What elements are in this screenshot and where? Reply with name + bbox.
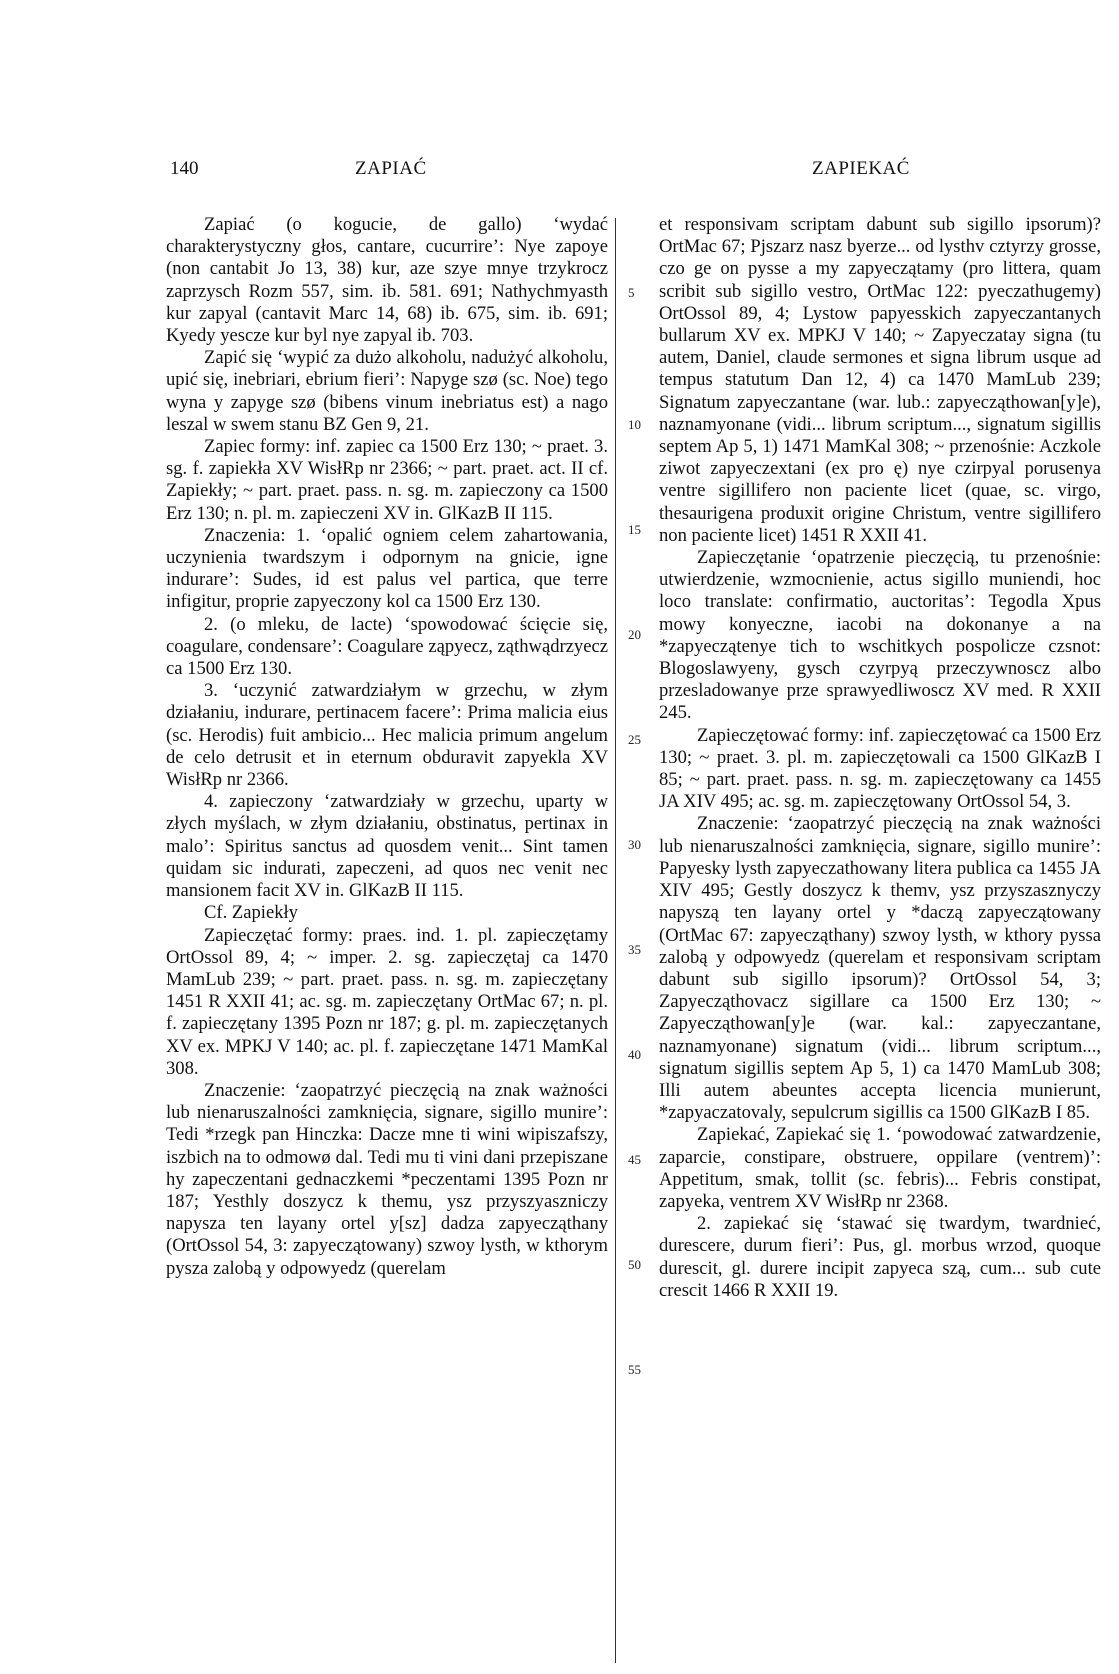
line-number: 35	[628, 942, 641, 957]
entry-cross-reference: Cf. Zapiekły	[204, 902, 298, 924]
entry-zapieczetac-continued: et responsivam scriptam dabunt sub sigillo ipsorum)? OrtMac 67; Pjszarz nasz byerze... od lysthv cztyrzy grosse, czo ge on pysse a my zapyeczątamy (pro littera, quam scribit sub sigillo vestro, OrtMac 122: pyeczathugemy) OrtOssol 89, 4; Lystow papyesskich zapyeczantanych bullarum XV ex. MPKJ V 140; ~ Zapyeczatay signa (tu autem, Daniel, claude sermones et signa librum usque ad tempus statutum Dan 12, 4) ca 1470 MamLub 239; Signatum zapyeczantane (war. lub.: zapyecząthowan[y]e), naznamyonane (vidi... librum scriptum..., signatum sigillis septem Ap 5, 1) 1471 MamKal 308; ~ przenośnie: Aczkole ziwot zapyeczextani (ex pro ę) nye czirpyal porusenya ventre sigillifero non paciente licet (quae, sc. virgo, thesaurigena produxit origine Christum, ventre sigillifero non paciente licet) 1451 R XXII 41.	[659, 214, 1101, 546]
page-header	[0, 158, 1119, 184]
entry-zapieczetowac-meaning: Znaczenie: ʻzaopatrzyć pieczęcią na znak ważności lub nienaruszalności zamknięcia, signare, sigillo munireʼ: Papyesky lysth zapyeczathowany litera publica ca 1455 JA XIV 495; Gestly doszycz k themv, ysz przyszasznyczy napyszą ten layany ortel y *daczą zapyeczątowany (OrtMac 67: zapyecząthany) szwoy lysth, w kthory pyssa zalobą y odpowyedz (querelam et responsivam scriptam dabunt sub sigillo ipsorum)? OrtOssol 54, 3; Zapyecząthovacz sigillare ca 1500 Erz 130; ~ Zapyecząthowan[y]e (war. kal.: zapyeczantane, naznamyonane) signatum (vidi... librum scriptum..., signatum sigillis septem Ap 5, 1) ca 1470 MamLub 308; Illi autem abeuntes accepta licencia munierunt, *zapyaczatovaly, sepulcrum sigillis ca 1500 GlKazB I 85.	[659, 813, 1101, 1124]
entry-zapiec-meaning-2: 2. (o mleku, de lacte) ʻspowodować ścięcie się, coagulare, condensareʼ: Coagulare ząpyecz, ząthwądrzyecz ca 1500 Erz 130.	[166, 613, 608, 680]
entry-zapic-sie: Zapić się ʻwypić za dużo alkoholu, nadużyć alkoholu, upić się, inebriari, ebrium fieriʼ: Napyge szø (sc. Noe) tego wyna y zapyge szø (bibens vinum inebriatus est) a nago leszal w swem stanu BZ Gen 9, 21.	[166, 347, 608, 435]
entry-zapieczetanie: Zapieczętanie ʻopatrzenie pieczęcią, tu przenośnie: utwierdzenie, wzmocnienie, actus sigillo muniendi, hoc loco translate: confirmatio, auctoritasʼ: Tegodla Xpus mowy konyeczne, iacobi na dokonanye a na *zapyeczątenye tich to wschitkych pospolicze czsnot: Blogoslawyeny, gysch czyrpyą przeczywnoscz albo przesladowanye prze sprawyedliwoscz XV med. R XXII 245.	[659, 547, 1101, 724]
page-number: 140	[170, 158, 199, 179]
line-number: 5	[628, 285, 635, 300]
entry-zapieczetac-meaning: Znaczenie: ʻzaopatrzyć pieczęcią na znak ważności lub nienaruszalności zamknięcia, signare, sigillo munireʼ: Tedi *rzegk pan Hinczka: Dacze mne ti wini wipiszafszy, iszbich na to odmowø dal. Tedi mu ti vini dani przepiszane hy zapeczentani gednaczkemi *peczentami 1395 Pozn nr 187; Yesthly doszycz k themu, ysz przyszyaszniczy napysza ten layany ortel y[sz] dadza zapyecząthany (OrtOssol 54, 3: zapyeczątowany) szwoy lysth, w kthorym pysza zalobą y odpowyedz (querelam	[166, 1079, 608, 1279]
line-number: 30	[628, 837, 641, 852]
entry-zapieczetac-forms: Zapieczętać formy: praes. ind. 1. pl. zapieczętamy OrtOssol 89, 4; ~ imper. 2. sg. zapieczętaj ca 1470 MamLub 239; ~ part. praet. pass. n. sg. m. zapieczętany 1451 R XXII 41; ac. sg. m. zapieczętany OrtMac 67; n. pl. f. zapieczętany 1395 Pozn nr 187; g. pl. m. zapieczętanych XV ex. MPKJ V 140; ac. pl. f. zapieczętane 1471 MamKal 308.	[166, 924, 608, 1079]
line-number: 15	[628, 522, 641, 537]
right-column	[659, 214, 1101, 1302]
entry-zapieczetowac-forms: Zapieczętować formy: inf. zapieczętować ca 1500 Erz 130; ~ praet. 3. pl. m. zapieczętowali ca 1500 GlKazB I 85; ~ part. praet. pass. n. sg. m. zapieczętowany ca 1455 JA XIV 495; ac. sg. m. zapieczętowany OrtOssol 54, 3.	[659, 724, 1101, 813]
entry-zapiec-meaning-4: 4. zapieczony ʻzatwardziały w grzechu, uparty w złych myślach, w złym działaniu, obstinatus, pertinax in maloʼ: Spiritus sanctus ad quosdem venit... Sint tamen quidam sic indurati, zapeczeni, ad quos nec venit nec mansionem facit XV in. GlKazB II 115.	[166, 791, 608, 902]
line-number: 10	[628, 417, 641, 432]
line-number: 55	[628, 1362, 641, 1377]
line-number: 45	[628, 1152, 641, 1167]
entry-zapiec-meaning-1: Znaczenia: 1. ʻopalić ogniem celem zahartowania, uczynienia twardszym i odpornym na gnicie, igne indurareʼ: Sudes, id est palus vel partica, que terre infigitur, proprie zapyeczony kol ca 1500 Erz 130.	[166, 524, 608, 613]
entry-zapiec-forms: Zapiec formy: inf. zapiec ca 1500 Erz 130; ~ praet. 3. sg. f. zapiekła XV WisłRp nr 2366; ~ part. praet. act. II cf. Zapiekły; ~ part. praet. pass. n. sg. m. zapieczony ca 1500 Erz 130; n. pl. m. zapieczeni XV in. GlKazB II 115.	[166, 436, 608, 524]
entry-zapiekac-1: Zapiekać, Zapiekać się 1. ʻpowodować zatwardzenie, zaparcie, constipare, obstruere, oppilare (ventrem)ʼ: Appetitum, smak, tollit (sc. febris)... Febris constipat, zapyeka, ventrem XV WisłRp nr 2368.	[659, 1124, 1101, 1212]
right-running-head: ZAPIEKAĆ	[812, 158, 910, 179]
line-number: 50	[628, 1257, 641, 1272]
entry-zapiec-meaning-3: 3. ʻuczynić zatwardziałym w grzechu, w złym działaniu, indurare, pertinacem facereʼ: Prima malicia eius (sc. Herodis) fuit ambicio... Hec malicia primum angelum de celo detrusit et in eternum obduravit zapyekla XV WisłRp nr 2366.	[166, 680, 608, 791]
entry-zapiac: Zapiać (o kogucie, de gallo) ʻwydać charakterystyczny głos, cantare, cucurrireʼ: Nye zapoye (non cantabit Jo 13, 38) kur, aze szye mnye trzykrocz zaprzysch Rozm 557, sim. ib. 581. 691; Nathychmyasth kur zapyal (cantavit Marc 14, 68) ib. 675, sim. ib. 691; Kyedy yescze kur byl nye zapyal ib. 703.	[166, 214, 608, 347]
left-running-head: ZAPIAĆ	[355, 158, 427, 179]
entry-zapiekac-2: 2. zapiekać się ʻstawać się twardym, twardnieć, durescere, durum fieriʼ: Pus, gl. morbus wrzod, quoque durescit, gl. durere incipit zapyeca szą, cum... sub cute crescit 1466 R XXII 19.	[659, 1213, 1101, 1301]
line-number: 40	[628, 1047, 641, 1062]
line-number: 25	[628, 732, 641, 747]
line-number: 20	[628, 627, 641, 642]
left-column	[166, 214, 608, 1280]
column-divider	[615, 218, 616, 1663]
